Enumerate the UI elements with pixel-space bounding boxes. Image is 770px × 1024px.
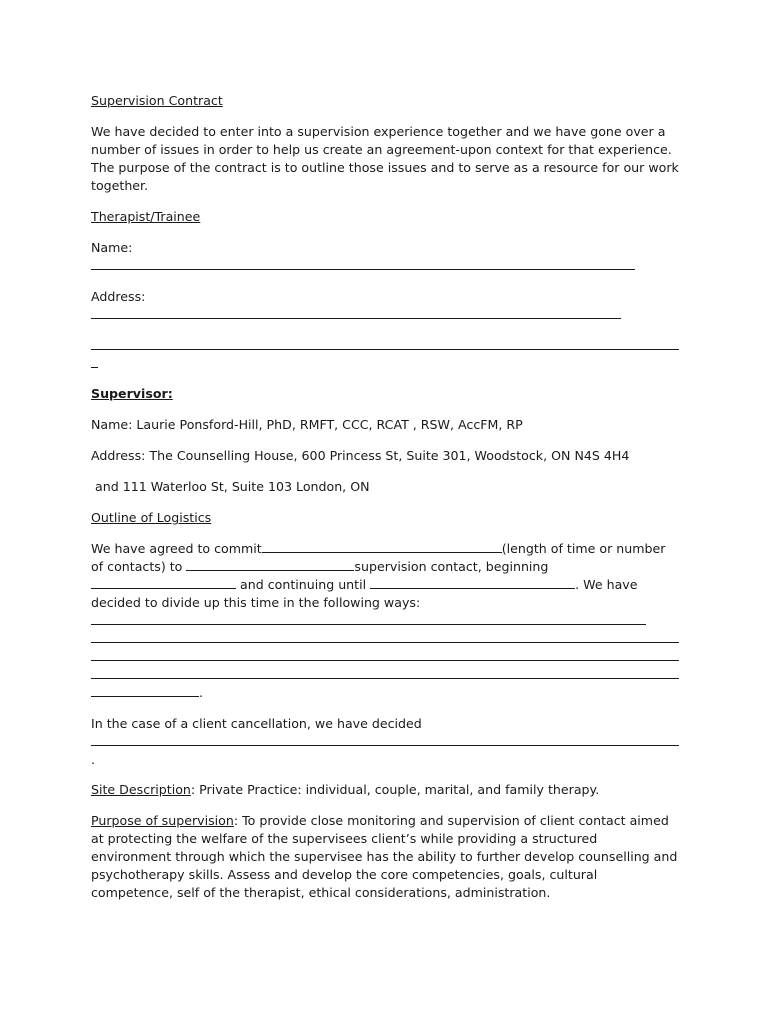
cancellation-field-end: .: [91, 752, 96, 767]
intro-paragraph: We have decided to enter into a supervision experience together and we have gone over a number of issues in order to help us create an agreement-upon context for that experience. The purpose of the contract is to outline those issues and to serve as a resource for our work together.: [91, 124, 679, 193]
division-field-3[interactable]: [91, 648, 681, 666]
division-field-4[interactable]: [91, 666, 681, 684]
purpose-label: Purpose of supervision: [91, 813, 234, 828]
site-label: Site Description: [91, 782, 191, 797]
therapist-address-field-1[interactable]: [91, 306, 681, 324]
therapist-address-label: Address:: [91, 289, 146, 304]
begin-date-field[interactable]: [91, 576, 236, 589]
supervision-type-field[interactable]: [186, 558, 354, 571]
cancellation-field[interactable]: [91, 733, 681, 751]
therapist-name-label: Name:: [91, 240, 133, 255]
supervisor-heading: Supervisor:: [91, 386, 173, 401]
logistics-text-5: . We have decided to divide up this time in the following ways:: [91, 577, 638, 610]
site-text: : Private Practice: individual, couple, marital, and family therapy.: [190, 782, 600, 797]
logistics-paragraph: [91, 540, 681, 630]
commit-length-field[interactable]: [262, 540, 502, 553]
purpose-paragraph: [91, 812, 681, 902]
division-field-5[interactable]: .: [91, 684, 681, 702]
logistics-text-1: We have agreed to commit: [91, 541, 262, 556]
therapist-name-field[interactable]: [91, 257, 681, 275]
logistics-heading: Outline of Logistics: [91, 510, 212, 525]
supervisor-address-2: and 111 Waterloo St, Suite 103 London, ON: [91, 479, 370, 494]
logistics-text-2: (length of time or number of contacts) to: [91, 541, 666, 574]
purpose-text: : To provide close monitoring and supervision of client contact aimed at protecting the welfare of the supervisees client’s while providing a structured environment through which the supervisee has the ability to further develop counselling and psychotherapy skills. Assess and develop the core competencies, goals, cultural competence, self of the therapist, ethical considerations, administration.: [91, 813, 678, 900]
logistics-text-3: supervision contact, beginning: [354, 559, 549, 574]
document-title: Supervision Contract: [91, 93, 223, 108]
therapist-address-field-2[interactable]: [91, 337, 681, 355]
end-date-field[interactable]: [370, 576, 575, 589]
contract-page: [91, 92, 681, 902]
supervisor-address: Address: The Counselling House, 600 Princess St, Suite 301, Woodstock, ON N4S 4H4: [91, 448, 630, 463]
logistics-text-4: and continuing until: [240, 577, 367, 592]
therapist-heading: Therapist/Trainee: [91, 209, 201, 224]
therapist-address-field-2-cont[interactable]: [91, 355, 681, 373]
supervisor-name: Name: Laurie Ponsford-Hill, PhD, RMFT, CCC, RCAT , RSW, AccFM, RP: [91, 417, 523, 432]
division-field-1[interactable]: [91, 612, 646, 625]
site-description: [91, 781, 681, 799]
division-field-2[interactable]: [91, 630, 681, 648]
cancellation-text: In the case of a client cancellation, we have decided: [91, 716, 422, 731]
